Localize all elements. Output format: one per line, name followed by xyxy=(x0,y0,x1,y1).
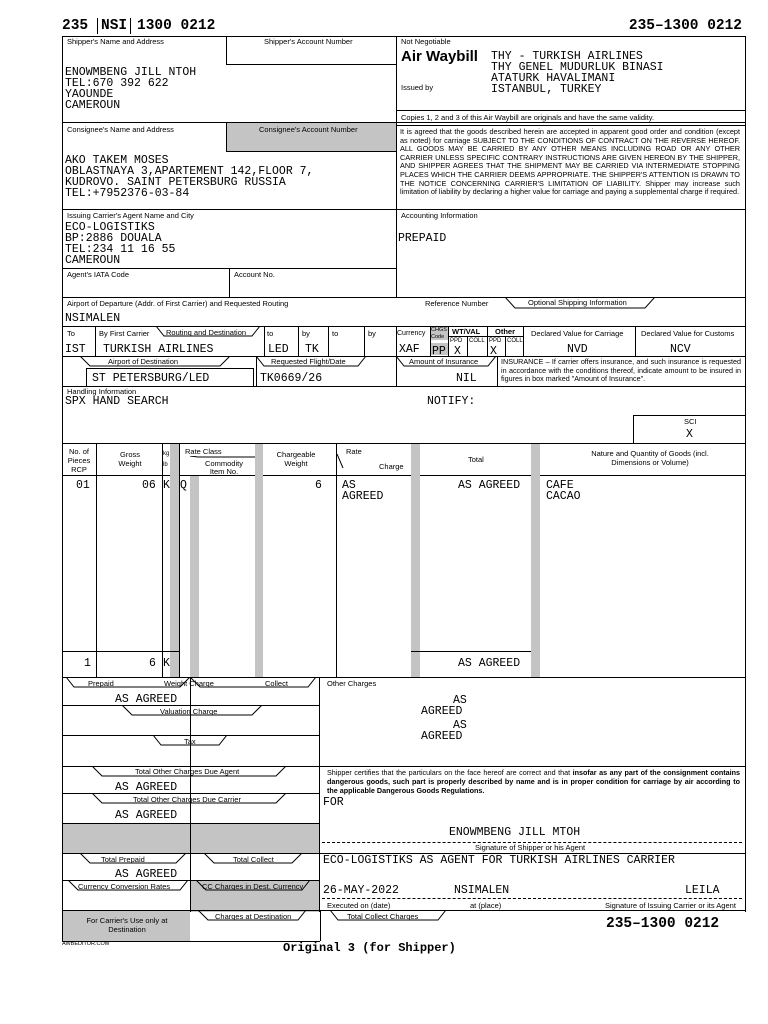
declared-customs-value: NCV xyxy=(670,343,691,356)
currency-conv-label: Currency Conversion Rates xyxy=(78,882,171,891)
shipper-line: ENOWMBENG JILL NTOH xyxy=(65,66,197,79)
total-prepaid-label: Total Prepaid xyxy=(101,855,145,864)
nature-header: Nature and Quantity of Goods (incl. Dimensions or Volume) xyxy=(591,449,709,467)
accounting-label: Accounting Information xyxy=(401,211,478,220)
departure-label: Airport of Departure (Addr. of First Carrier) and Requested Routing xyxy=(67,299,289,308)
first-carrier-label: By First Carrier xyxy=(99,329,150,338)
accounting-value: PREPAID xyxy=(398,232,447,245)
editor-credit: AWBEDITOR.COM xyxy=(62,941,110,947)
consignee-line: KUDROVO. SAINT PETERSBURG RUSSIA xyxy=(65,176,286,189)
declared-customs-label: Declared Value for Customs xyxy=(641,329,735,338)
valuation-label: Valuation Charge xyxy=(160,707,218,716)
optional-shipping-tab xyxy=(505,297,655,309)
shipper-account-label: Shipper's Account Number xyxy=(264,37,353,46)
pieces-value: 01 xyxy=(76,479,90,492)
total-pieces: 1 xyxy=(84,657,91,670)
to3-label: to xyxy=(332,329,339,338)
insurance-note-text: – If carrier offers insurance, and such insurance is requested in accordance with the conditions thereof, indicate amount to be insured in figures in box marked "Amount of Insurance". xyxy=(501,357,741,384)
gross-value: 06 xyxy=(142,479,156,492)
agent-line: BP:2886 DOUALA xyxy=(65,232,162,245)
optional-shipping-label: Optional Shipping Information xyxy=(528,298,627,307)
agent-line: ECO-LOGISTIKS xyxy=(65,221,155,234)
at-place-label: at (place) xyxy=(470,901,502,910)
other-coll-label: COLL xyxy=(507,338,523,344)
collect-label: Collect xyxy=(265,679,288,688)
currency-label: Currency xyxy=(397,330,426,337)
chgs-code-label: CHGS Code xyxy=(431,327,447,340)
dest-airport-tab xyxy=(80,356,230,368)
cc-charges-label: CC Charges in Dest. Currency xyxy=(202,882,304,891)
rate-header: Rate xyxy=(346,447,362,456)
total-header: Total xyxy=(468,455,484,464)
charge-header: Charge xyxy=(379,462,404,471)
signature-carrier-label: Signature of Issuing Carrier or its Agent xyxy=(605,901,736,910)
other-charges-label: Other Charges xyxy=(327,679,377,688)
other-label: Other xyxy=(495,327,516,336)
shipper-certification xyxy=(327,769,740,795)
tab-outline xyxy=(190,456,255,476)
nature-value: CACAO xyxy=(546,490,581,503)
insurance-tab xyxy=(396,356,496,368)
total-collect-label: Total Collect xyxy=(233,855,274,864)
issued-by-label: Issued by xyxy=(401,83,434,92)
awb-serial: 1300 0212 xyxy=(137,18,216,34)
shipper-line: YAOUNDE xyxy=(65,88,114,101)
total-other-carrier-label: Total Other Charges Due Carrier xyxy=(133,795,241,804)
certification-text-bold: insofar as any part of the consignment contains dangerous goods, such part is properly described by name and is in proper condition for carriage by air according to the applicable Dangerous Goods Regulations. xyxy=(327,768,740,795)
consignee-name-label: Consignee's Name and Address xyxy=(67,125,174,134)
agent-line: TEL:234 11 16 55 xyxy=(65,243,176,256)
sci-value: X xyxy=(686,428,693,441)
for-label: FOR xyxy=(323,796,344,809)
flight-label: Requested Flight/Date xyxy=(271,357,346,366)
not-negotiable-label: Not Negotiable xyxy=(401,37,451,46)
by2-label: by xyxy=(302,329,310,338)
consignee-line: TEL:+7952376-03-84 xyxy=(65,187,190,200)
to2-label: to xyxy=(267,329,274,338)
commodity-tab xyxy=(190,456,255,476)
insurance-note xyxy=(501,358,741,384)
executed-signature: LEILA xyxy=(685,884,720,897)
copies-note: Copies 1, 2 and 3 of this Air Waybill are originals and have the same validity. xyxy=(401,113,655,122)
by3-label: by xyxy=(368,329,376,338)
total-unit: K xyxy=(163,657,170,670)
gross-header: Gross Weight xyxy=(118,450,142,468)
commodity-header: Commodity Item No. xyxy=(205,459,243,476)
kg-header: kg lb xyxy=(163,451,170,468)
agent-iata-label: Agent's IATA Code xyxy=(67,270,130,279)
wtval-mark: X xyxy=(454,345,461,358)
consignee-line: AKO TAKEM MOSES xyxy=(65,154,169,167)
total-other-carrier-value: AS AGREED xyxy=(115,809,178,822)
grand-total: AS AGREED xyxy=(458,657,521,670)
currency-value: XAF xyxy=(399,343,420,356)
handling-label: Handling Information xyxy=(67,387,137,396)
first-carrier-value: TURKISH AIRLINES xyxy=(103,343,214,356)
wtval-label: WT/VAL xyxy=(452,327,481,336)
executed-place: NSIMALEN xyxy=(454,884,510,897)
carrier-agent-line: ECO-LOGISTIKS AS AGENT FOR TURKISH AIRLINES CARRIER xyxy=(323,854,675,867)
total-other-agent-label: Total Other Charges Due Agent xyxy=(135,767,240,776)
shipper-line: TEL:670 392 622 xyxy=(65,77,169,90)
total-other-agent-value: AS AGREED xyxy=(115,781,178,794)
insurance-value: NIL xyxy=(456,372,477,385)
executed-date: 26-MAY-2022 xyxy=(323,884,399,897)
agent-line: CAMEROUN xyxy=(65,254,121,267)
prepaid-label: Prepaid xyxy=(88,679,114,688)
handling-value: SPX HAND SEARCH xyxy=(65,395,169,408)
other-mark: X xyxy=(490,345,497,358)
other-charge-line: AS xyxy=(453,694,467,707)
reference-number-label: Reference Number xyxy=(425,299,489,308)
awb-header xyxy=(62,18,742,36)
other-ppd-label: PPD xyxy=(489,338,502,344)
weight-charge-label: Weight Charge xyxy=(164,679,214,688)
consignee-account-label: Consignee's Account Number xyxy=(259,125,358,134)
shipper-line: CAMEROUN xyxy=(65,99,121,112)
rate-value: AS xyxy=(342,479,356,492)
conditions-of-contract: It is agreed that the goods described herein are accepted in apparent good order and condition (except as noted) for carriage SUBJECT TO THE CONDITIONS OF CONTRACT ON THE REVERSE HEREOF. ALL GOODS MAY BE CARRIED BY ANY OTHER MEANS INCLUDING ROAD OR ANY OTHER CARRIER UNLESS SPECIFIC CONTRARY INSTRUCTIONS ARE GIVEN HEREON BY THE SHIPPER, AND SHIPPER AGREES THAT THE SHIPMENT MAY BE CARRIED VIA INTERMEDIATE STOPPING PLACES WHICH THE CARRIER DEEMS APPROPRIATE. THE SHIPPER'S ATTENTION IS DRAWN TO THE NOTICE CONCERNING CARRIER'S LIMITATION OF LIABILITY. Shipper may increase such limitation of liability by declaring a higher value for carriage and paying a supplemental charge if required. xyxy=(400,127,740,197)
total-prepaid-value: AS AGREED xyxy=(115,868,178,881)
awb-number-top: 235–1300 0212 xyxy=(628,18,742,34)
rate-class-value: Q xyxy=(180,479,187,492)
by2-value: TK xyxy=(305,343,319,356)
declared-carriage-value: NVD xyxy=(567,343,588,356)
awb-number-bottom: 235–1300 0212 xyxy=(606,916,720,932)
routing-dest-label: Routing and Destination xyxy=(166,328,247,337)
weight-charge-value: AS AGREED xyxy=(115,693,178,706)
wtval-coll-label: COLL xyxy=(469,338,485,344)
agent-label: Issuing Carrier's Agent Name and City xyxy=(67,211,194,220)
other-charge-line: AGREED xyxy=(421,730,463,743)
nature-value: CAFE xyxy=(546,479,574,492)
dest-airport-label: Airport of Destination xyxy=(108,357,179,366)
charges-dest-label: Charges at Destination xyxy=(215,912,292,921)
executed-on-label: Executed on (date) xyxy=(327,901,391,910)
to2-value: LED xyxy=(268,343,289,356)
carrier-line: ATATURK HAVALIMANI xyxy=(491,72,616,85)
notify-value: NOTIFY: xyxy=(427,395,476,408)
shipper-name-label: Shipper's Name and Address xyxy=(67,37,164,46)
carrier-line: ISTANBUL, TURKEY xyxy=(491,83,602,96)
wtval-ppd-label: PPD xyxy=(450,338,463,344)
rate-value: AGREED xyxy=(342,490,384,503)
rate-class-header: Rate Class xyxy=(185,447,222,456)
flight-tab xyxy=(256,356,366,368)
declared-carriage-label: Declared Value for Carriage xyxy=(531,329,624,338)
other-charge-line: AGREED xyxy=(421,705,463,718)
air-waybill-title: Air Waybill xyxy=(401,48,478,65)
insurance-note-bold: INSURANCE xyxy=(501,357,544,366)
chargeable-value: 6 xyxy=(315,479,322,492)
pieces-header: No. of Pieces RCP xyxy=(67,447,91,474)
departure-value: NSIMALEN xyxy=(65,312,121,325)
total-value: AS AGREED xyxy=(458,479,521,492)
unit-value: K xyxy=(163,479,170,492)
other-charge-line: AS xyxy=(453,719,467,732)
chargeable-header: Chargeable Weight xyxy=(276,450,316,468)
shipper-signature-name: ENOWMBENG JILL MTOH xyxy=(449,826,581,839)
shipper-signature-label: Signature of Shipper or his Agent xyxy=(475,843,586,852)
consignee-line: OBLASTNAYA 3,APARTEMENT 142,FLOOR 7, xyxy=(65,165,314,178)
routing-dest-tab xyxy=(156,326,260,338)
total-collect-charges-label: Total Collect Charges xyxy=(347,912,419,921)
carrier-line: THY GENEL MUDURLUK BINASI xyxy=(491,61,664,74)
total-gross: 6 xyxy=(149,657,156,670)
airline-prefix: 235 xyxy=(62,18,89,34)
agent-account-label: Account No. xyxy=(234,270,275,279)
to-value: IST xyxy=(65,343,86,356)
carrier-use-label: For Carrier's Use only at Destination xyxy=(86,916,168,934)
certification-text: Shipper certifies that the particulars on the face hereof are correct and that xyxy=(327,768,573,777)
flight-value: TK0669/26 xyxy=(260,372,323,385)
dest-airport-value: ST PETERSBURG/LED xyxy=(92,372,210,385)
to-label: To xyxy=(67,329,75,338)
carrier-line: THY - TURKISH AIRLINES xyxy=(491,50,643,63)
tax-label: Tax xyxy=(184,737,196,746)
chgs-value: PP xyxy=(432,345,446,358)
origin-code: NSI xyxy=(97,18,131,34)
insurance-label: Amount of Insurance xyxy=(409,357,479,366)
sci-label: SCI xyxy=(684,417,697,426)
original-label: Original 3 (for Shipper) xyxy=(283,941,456,955)
